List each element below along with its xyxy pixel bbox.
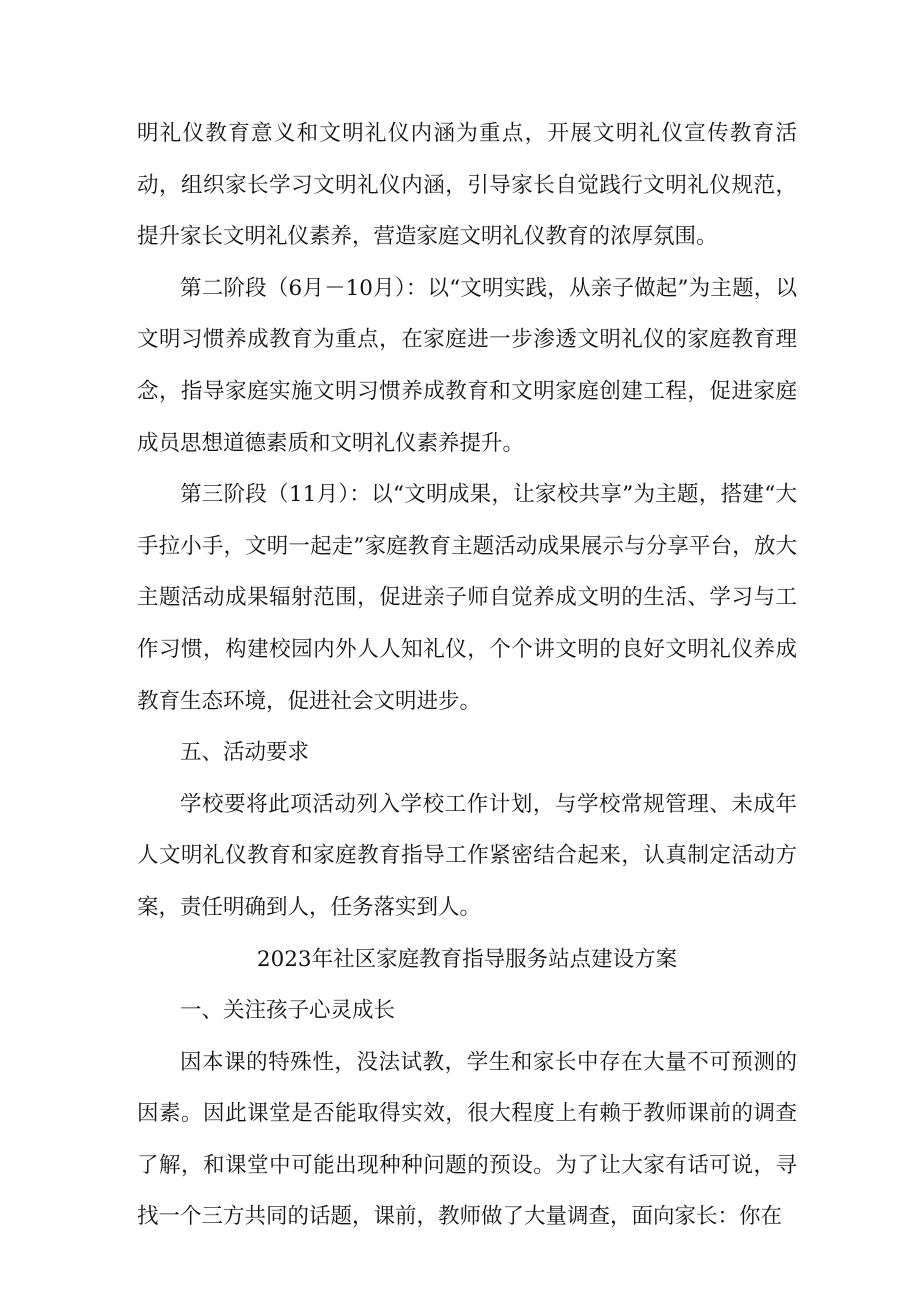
paragraph-stage-two: 第二阶段（6月－10月）：以“文明实践，从亲子做起”为主题，以文明习惯养成教育为重点，在家庭进一步渗透文明礼仪的家庭教育理念，指导家庭实施文明习惯养成教育和文明家庭创建工程，促进家庭成员思想道德素质和文明礼仪素养提升。 xyxy=(137,275,797,456)
section-heading-child-growth: 一、关注孩子心灵成长 xyxy=(180,998,396,1024)
paragraph-continuation: 明礼仪教育意义和文明礼仪内涵为重点，开展文明礼仪宣传教育活动，组织家长学习文明礼仪内涵，引导家长自觉践行文明礼仪规范，提升家长文明礼仪素养，营造家庭文明礼仪教育的浓厚氛围。 xyxy=(137,121,797,250)
document-page xyxy=(137,108,797,1243)
paragraph-stage-three: 第三阶段（11月）：以“文明成果，让家校共享”为主题，搭建“大手拉小手，文明一起走”家庭教育主题活动成果展示与分享平台，放大主题活动成果辐射范围，促进亲子师自觉养成文明的生活、学习与工作习惯，构建校园内外人人知礼仪，个个讲文明的良好文明礼仪养成教育生态环境，促进社会文明进步。 xyxy=(137,482,797,714)
paragraph-child-growth: 因本课的特殊性，没法试教，学生和家长中存在大量不可预测的因素。因此课堂是否能取得实效，很大程度上有赖于教师课前的调查了解，和课堂中可能出现种种问题的预设。为了让大家有话可说，寻找一个三方共同的话题，课前，教师做了大量调查，面向家长：你在 xyxy=(137,1049,797,1230)
section-heading-activity-requirements: 五、活动要求 xyxy=(180,740,310,766)
paragraph-requirements: 学校要将此项活动列入学校工作计划，与学校常规管理、未成年人文明礼仪教育和家庭教育指导工作紧密结合起来，认真制定活动方案，责任明确到人，任务落实到人。 xyxy=(137,791,797,920)
document-title: 2023年社区家庭教育指导服务站点建设方案 xyxy=(256,946,678,972)
